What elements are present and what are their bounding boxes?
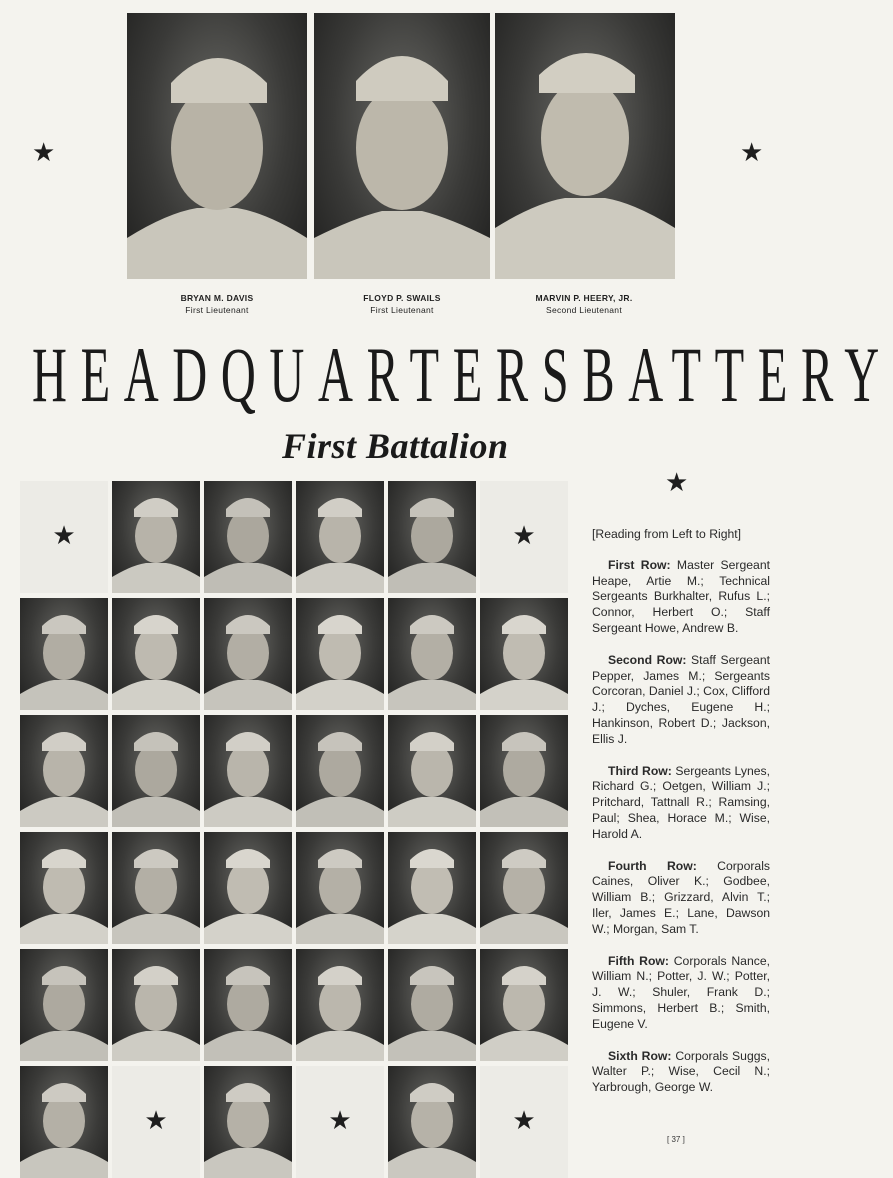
portrait-figure [388,481,476,593]
portrait-figure [127,13,307,279]
portrait-figure [388,949,476,1061]
reading-order-note: [Reading from Left to Right] [592,527,742,541]
soldier-photo [296,949,384,1061]
star-panel [112,1066,200,1178]
soldier-photo [480,715,568,827]
officer-rank: First Lieutenant [185,305,249,315]
page-number: [ 37 ] [667,1135,685,1144]
page-title [32,330,893,420]
portrait-figure [112,598,200,710]
portrait-figure [480,832,568,944]
portrait-figure [314,13,490,279]
soldier-photo [204,1066,292,1178]
soldier-photo [388,832,476,944]
portrait-figure [388,598,476,710]
portrait-figure [20,598,108,710]
soldier-photo [480,949,568,1061]
officer-name: FLOYD P. SWAILS [363,293,441,303]
soldier-photo [480,832,568,944]
officer-caption [494,292,674,316]
soldier-photo [20,598,108,710]
portrait-figure [20,832,108,944]
portrait-figure [204,715,292,827]
officer-rank: Second Lieutenant [546,305,622,315]
star-panel [296,1066,384,1178]
roster-paragraph [592,764,770,843]
soldier-photo [204,832,292,944]
star-icon: ★ [328,1106,352,1136]
row-label: First Row: [608,557,671,572]
soldier-photo [204,481,292,593]
title-word: BATTERY [582,331,893,418]
portrait-figure [112,481,200,593]
soldier-photo [112,481,200,593]
soldier-photo [20,832,108,944]
soldier-photo [20,1066,108,1178]
star-panel [480,481,568,593]
soldier-photo [112,598,200,710]
portrait-figure [480,715,568,827]
row-names: Corporals Caines, Oliver K.; Godbee, William B.; Grizzard, Alvin T.; Iler, James E.; Lane, Dawson W.; Morgan, Sam T. [592,858,770,936]
portrait-figure [204,949,292,1061]
roster-paragraph [592,1049,770,1096]
portrait-figure [112,832,200,944]
page-subtitle: First Battalion [282,426,509,466]
portrait-figure [296,715,384,827]
portrait-figure [388,832,476,944]
soldier-photo [112,832,200,944]
star-icon: ★ [665,468,689,498]
portrait-figure [495,13,675,279]
soldier-photo [204,949,292,1061]
soldier-photo [20,949,108,1061]
soldier-photo [296,598,384,710]
title-word: HEADQUARTERS [32,331,583,418]
row-label: Fourth Row: [608,858,697,873]
officer-photo-heery [495,13,675,279]
soldier-photo [204,598,292,710]
row-names: Sergeants Lynes, Richard G.; Oetgen, William J.; Pritchard, Tattnall R.; Ramsing, Paul; Shea, Horace M.; Wise, Harold A. [592,763,770,841]
officer-photo-davis [127,13,307,279]
soldier-photo [296,715,384,827]
star-icon: ★ [52,521,76,551]
row-names: Staff Sergeant Pepper, James M.; Sergeants Corcoran, Daniel J.; Cox, Clifford J.; Dyches, Eugene H.; Hankinson, Robert D.; Jackson, Ellis J. [592,652,770,746]
roster-captions [592,527,770,1112]
row-names: Master Sergeant Heape, Artie M.; Technical Sergeants Burkhalter, Rufus L.; Connor, Herbert O.; Staff Sergeant Howe, Andrew B. [592,557,770,635]
soldier-photo [388,1066,476,1178]
soldier-photo [388,598,476,710]
portrait-figure [388,1066,476,1178]
star-icon: ★ [512,1106,536,1136]
star-panel [20,481,108,593]
portrait-figure [20,715,108,827]
roster-paragraph [592,653,770,748]
star-icon: ★ [740,138,764,168]
star-icon: ★ [512,521,536,551]
portrait-figure [480,598,568,710]
row-label: Fifth Row: [608,953,669,968]
roster-paragraph [592,558,770,637]
officer-name: BRYAN M. DAVIS [180,293,254,303]
star-icon: ★ [144,1106,168,1136]
soldier-photo [204,715,292,827]
officer-caption [312,292,492,316]
portrait-figure [204,832,292,944]
soldier-photo [20,715,108,827]
soldier-photo [296,832,384,944]
officer-name: MARVIN P. HEERY, JR. [535,293,633,303]
row-label: Second Row: [608,652,687,667]
portrait-figure [204,1066,292,1178]
soldier-photo [112,949,200,1061]
portrait-figure [296,949,384,1061]
portrait-figure [204,598,292,710]
roster-paragraph [592,859,770,938]
soldier-photo [388,481,476,593]
portrait-figure [112,949,200,1061]
roster-paragraph [592,954,770,1033]
soldier-photo [388,949,476,1061]
row-label: Sixth Row: [608,1048,672,1063]
officer-caption [127,292,307,316]
portrait-figure [480,949,568,1061]
portrait-figure [20,949,108,1061]
row-names: Corporals Nance, William N.; Potter, J. W.; Potter, J. W.; Shuler, Frank D.; Simmons, Herbert B.; Smith, Eugene V. [592,953,770,1031]
portrait-figure [112,715,200,827]
portrait-figure [296,598,384,710]
officer-rank: First Lieutenant [370,305,434,315]
soldier-photo [296,481,384,593]
portrait-figure [204,481,292,593]
portrait-figure [388,715,476,827]
row-label: Third Row: [608,763,672,778]
portrait-figure [296,832,384,944]
portrait-figure [296,481,384,593]
officer-photo-swails [314,13,490,279]
row-names: Corporals Suggs, Walter P.; Wise, Cecil N.; Yarbrough, George W. [592,1048,770,1095]
soldier-photo [112,715,200,827]
soldier-photo [480,598,568,710]
star-icon: ★ [32,138,56,168]
soldier-photo [388,715,476,827]
star-panel [480,1066,568,1178]
portrait-figure [20,1066,108,1178]
